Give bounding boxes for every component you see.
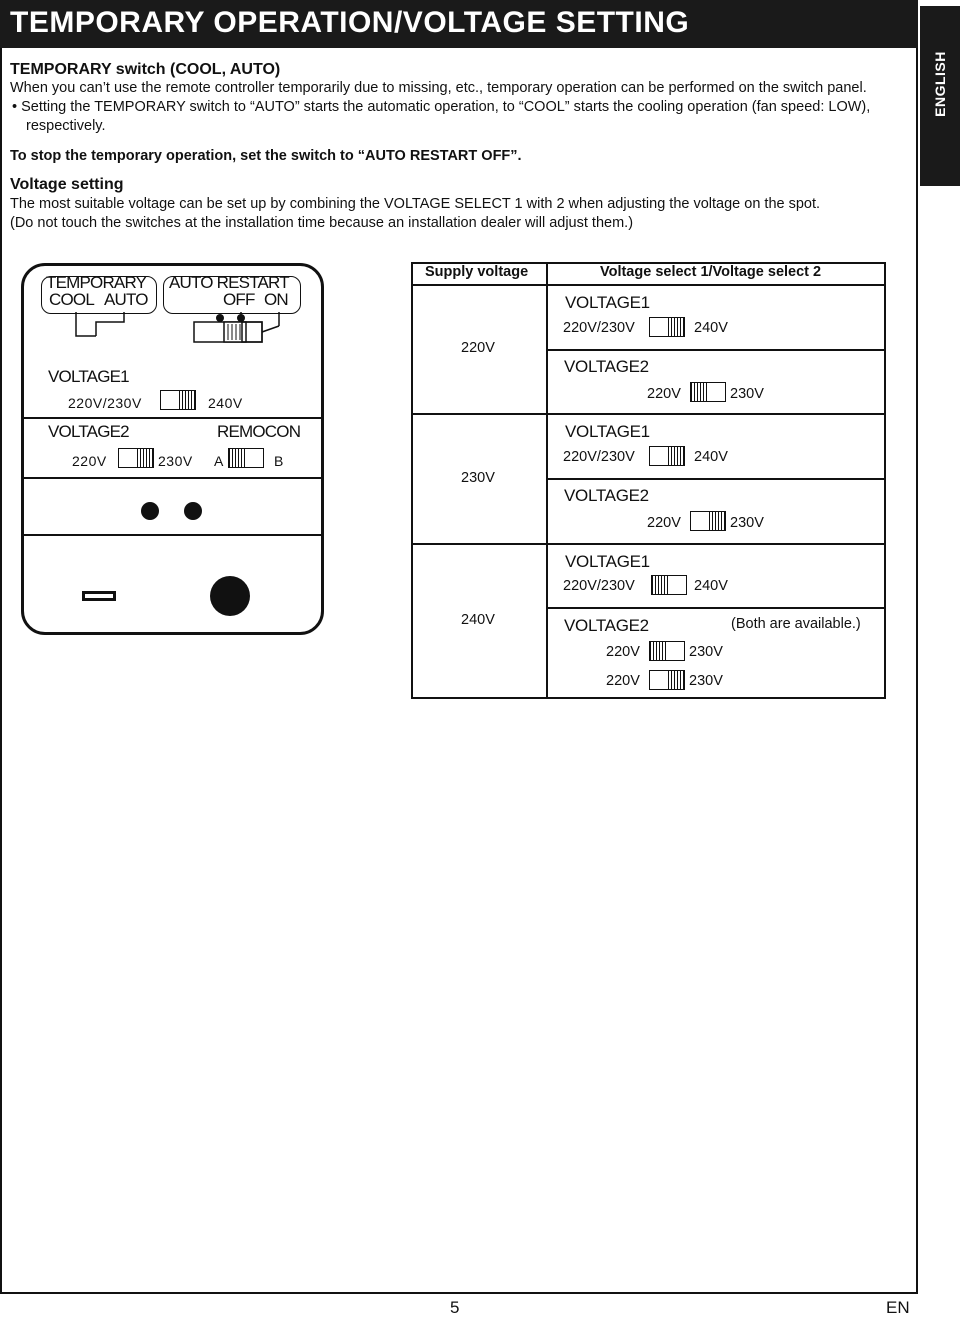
table-header-supply: Supply voltage: [425, 264, 529, 280]
connector-lines: [24, 266, 321, 356]
switch-panel-diagram: [21, 263, 324, 635]
voltage-line2: (Do not touch the switches at the installation time because an installation dealer will adjust them.): [10, 215, 634, 231]
row3-v2b-switch: [649, 670, 685, 690]
table-border-right: [884, 262, 886, 698]
table-subrow-line-1: [546, 349, 885, 351]
row3-v2a-left: 220V: [606, 644, 640, 660]
row3-v2b-left: 220V: [606, 673, 640, 689]
table-row-line-1: [411, 413, 886, 415]
supply-230v: 230V: [461, 470, 495, 486]
table-row-line-2: [411, 543, 886, 545]
row2-v1-right: 240V: [694, 449, 728, 465]
on-label: ON: [264, 290, 288, 309]
row2-v1-left: 220V/230V: [563, 449, 635, 465]
row2-voltage1-label: VOLTAGE1: [565, 422, 650, 441]
remocon-a-label: A: [214, 453, 224, 469]
title-bar: [0, 0, 918, 48]
row2-v2-switch: [690, 511, 726, 531]
page-number: 5: [450, 1298, 460, 1317]
row2-v2-left: 220V: [647, 515, 681, 531]
language-tab-label: ENGLISH: [932, 51, 948, 117]
row2-v2-right: 230V: [730, 515, 764, 531]
auto-restart-label: AUTO RESTART: [169, 273, 289, 292]
frame-bottom: [0, 1292, 918, 1294]
row3-voltage2-label: VOLTAGE2: [564, 616, 649, 635]
voltage2-switch: [118, 448, 154, 468]
panel-divider-1: [24, 417, 321, 419]
table-border-left: [411, 262, 413, 698]
voltage1-left-label: 220V/230V: [68, 395, 142, 411]
table-border-bottom: [411, 697, 886, 699]
row3-v1-right: 240V: [694, 578, 728, 594]
row1-v2-right: 230V: [730, 386, 764, 402]
row1-v2-left: 220V: [647, 386, 681, 402]
temporary-label: TEMPORARY: [46, 273, 147, 292]
page-title: TEMPORARY OPERATION/VOLTAGE SETTING: [10, 6, 690, 39]
remocon-b-label: B: [274, 453, 284, 469]
voltage2-right-label: 230V: [158, 453, 193, 469]
row1-voltage1-label: VOLTAGE1: [565, 293, 650, 312]
row3-v1-switch: [651, 575, 687, 595]
row3-v2b-right: 230V: [689, 673, 723, 689]
temporary-intro: When you can’t use the remote controller temporarily due to missing, etc., temporary operation can be performed on the switch panel.: [10, 80, 867, 96]
frame-left: [0, 48, 2, 1294]
stop-note: To stop the temporary operation, set the switch to “AUTO RESTART OFF”.: [10, 148, 522, 164]
voltage2-left-label: 220V: [72, 453, 107, 469]
row1-voltage2-label: VOLTAGE2: [564, 357, 649, 376]
row3-v2a-right: 230V: [689, 644, 723, 660]
temporary-bullet-line1: • Setting the TEMPORARY switch to “AUTO” starts the automatic operation, to “COOL” starts the cooling operation (fan speed: LOW),: [12, 99, 871, 115]
row3-v1-left: 220V/230V: [563, 578, 635, 594]
indicator-dot-left: [141, 502, 159, 520]
panel-divider-3: [24, 534, 321, 536]
indicator-dot-right: [184, 502, 202, 520]
voltage-line1: The most suitable voltage can be set up by combining the VOLTAGE SELECT 1 with 2 when adjusting the voltage on the spot.: [10, 196, 821, 212]
row1-v1-right: 240V: [694, 320, 728, 336]
sensor-dot: [210, 576, 250, 616]
row3-both-note: (Both are available.): [731, 616, 861, 632]
supply-220v: 220V: [461, 340, 495, 356]
table-subrow-line-2: [546, 478, 885, 480]
voltage-heading: Voltage setting: [10, 176, 124, 193]
voltage2-label: VOLTAGE2: [48, 422, 129, 441]
receiver-window: [82, 591, 116, 601]
language-code: EN: [886, 1298, 910, 1317]
voltage1-right-label: 240V: [208, 395, 243, 411]
panel-divider-2: [24, 477, 321, 479]
row1-v1-switch: [649, 317, 685, 337]
row3-voltage1-label: VOLTAGE1: [565, 552, 650, 571]
temporary-bullet-line2: respectively.: [26, 118, 106, 134]
voltage1-switch: [160, 390, 196, 410]
row1-v2-switch: [690, 382, 726, 402]
temporary-heading: TEMPORARY switch (COOL, AUTO): [10, 61, 281, 78]
row3-v2a-switch: [649, 641, 685, 661]
remocon-label: REMOCON: [217, 422, 301, 441]
voltage1-label: VOLTAGE1: [48, 367, 129, 386]
frame-right: [916, 48, 918, 1294]
table-subrow-line-3: [546, 607, 885, 609]
cool-label: COOL: [49, 290, 94, 309]
table-col-divider: [546, 262, 548, 698]
language-tab: [920, 6, 960, 186]
off-label: OFF: [223, 290, 255, 309]
table-header-select: Voltage select 1/Voltage select 2: [600, 264, 822, 280]
remocon-switch: [228, 448, 264, 468]
table-header-line: [411, 284, 886, 286]
auto-label: AUTO: [104, 290, 148, 309]
supply-240v: 240V: [461, 612, 495, 628]
row1-v1-left: 220V/230V: [563, 320, 635, 336]
row2-v1-switch: [649, 446, 685, 466]
row2-voltage2-label: VOLTAGE2: [564, 486, 649, 505]
